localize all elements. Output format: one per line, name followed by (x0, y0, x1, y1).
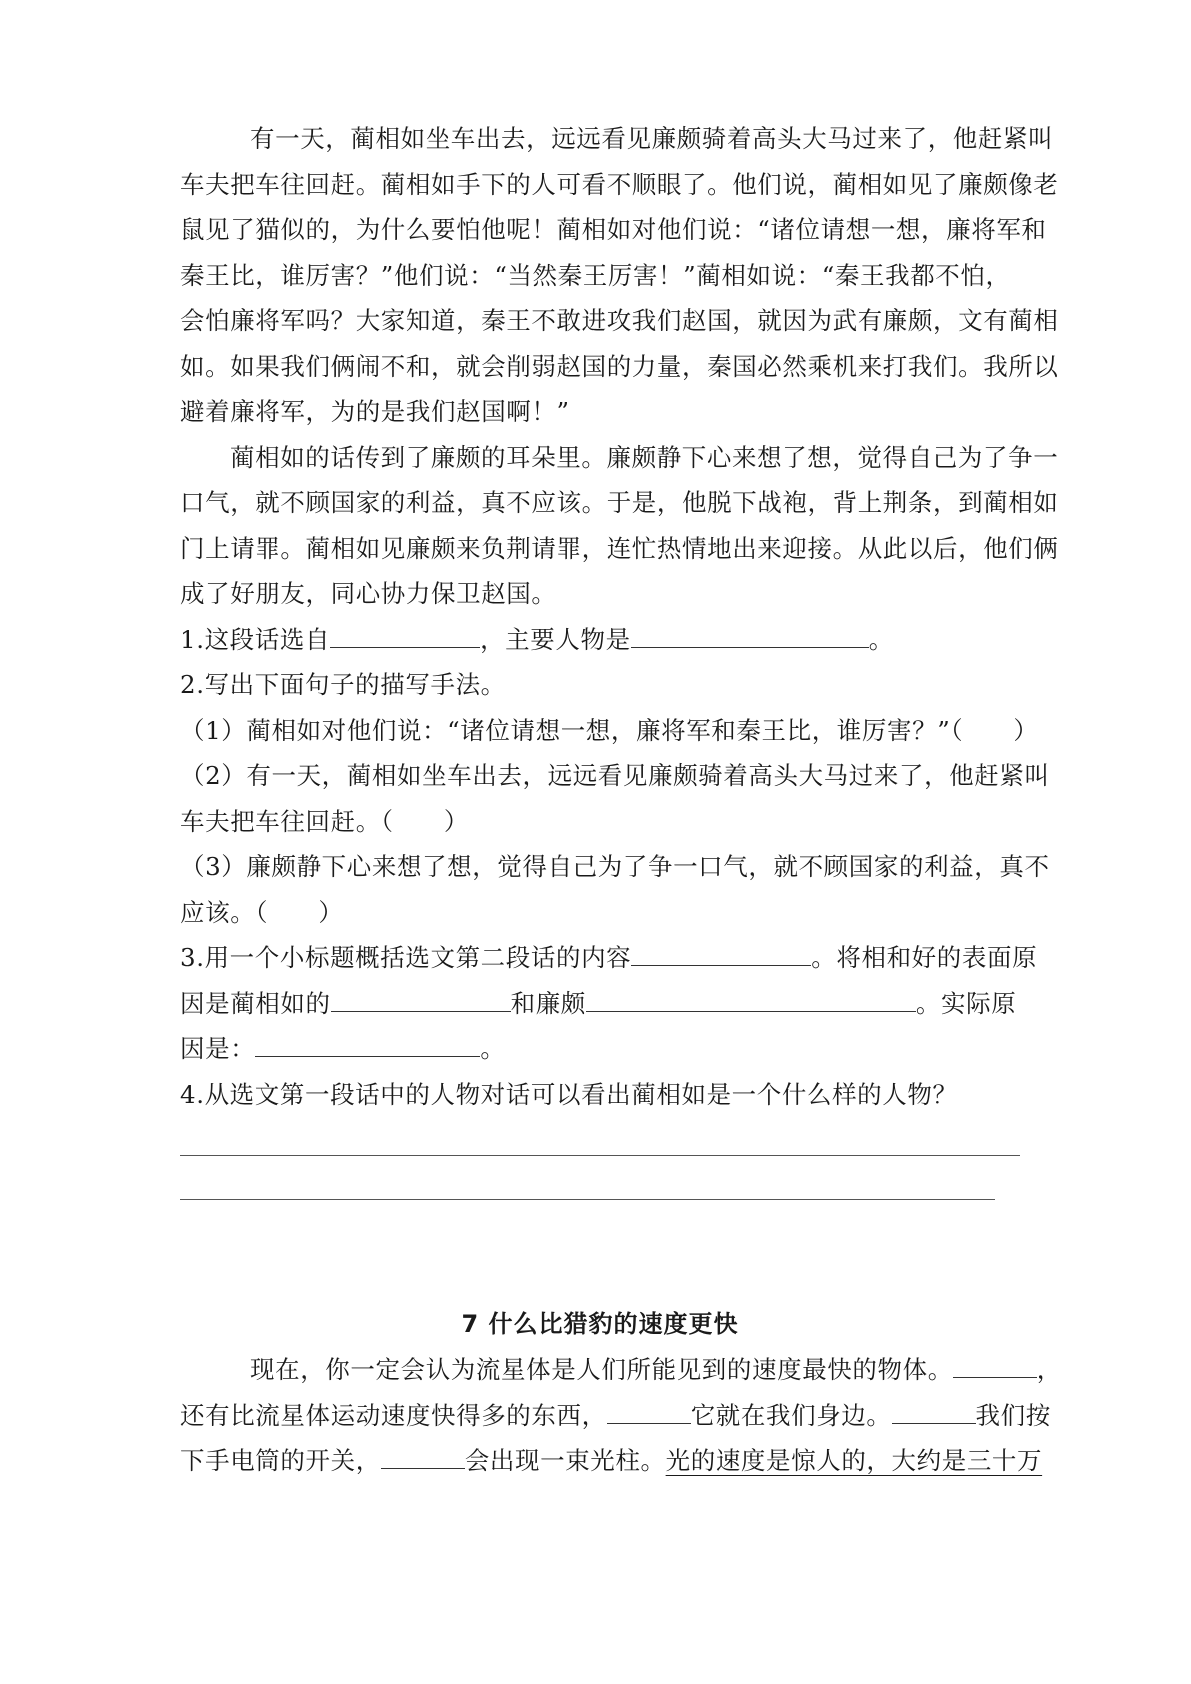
question-2: 2.写出下面句子的描写手法。 (180, 670, 506, 699)
question-text: 因是： (180, 1034, 256, 1063)
passage-text: 还有比流星体运动速度快得多的东西， (180, 1400, 607, 1430)
text-line: 车夫把车往回赶。蔺相如手下的人可看不顺眼了。他们说，蔺相如见了廉颇像老 (180, 169, 1059, 199)
text-line: 会怕廉将军吗？大家知道，秦王不敢进攻我们赵国，就因为武有廉颇，文有蔺相 (180, 306, 1059, 335)
passage-text: 会出现一束光柱。 (464, 1446, 666, 1475)
question-text: 。 (868, 624, 894, 654)
text-line: 门上请罪。蔺相如见廉颇来负荆请罪，连忙热情地出来迎接。从此以后，他们俩 (180, 533, 1059, 563)
fill-blank-2[interactable] (607, 1393, 691, 1424)
question-text: 因是蔺相如的 (180, 988, 331, 1018)
question-2-item-3-cont: 应该。（ ） (180, 897, 344, 927)
fill-blank-1[interactable] (953, 1347, 1037, 1378)
fill-blank-4[interactable] (381, 1438, 465, 1469)
question-2-item-2-cont: 车夫把车往回赶。（ ） (180, 806, 469, 836)
question-2-item-3: （3）廉颇静下心来想了想，觉得自己为了争一口气，就不顾国家的利益，真不 (180, 852, 1050, 881)
question-text: 1.这段话选自 (180, 624, 331, 654)
question-text: 。实际原 (915, 988, 1017, 1018)
question-text: ，主要人物是 (480, 624, 631, 654)
question-3-cont (180, 981, 1020, 1027)
section-title: 7 什么比猎豹的速度更快 (461, 1310, 739, 1338)
text-line: 避着廉将军，为的是我们赵国啊！” (180, 397, 570, 426)
answer-blank-subtitle[interactable] (631, 935, 811, 966)
question-2-item-2: （2）有一天，蔺相如坐车出去，远远看见廉颇骑着高头大马过来了，他赶紧叫 (180, 761, 1050, 790)
passage-text: 它就在我们身边。 (690, 1400, 892, 1430)
question-text: 和廉颇 (510, 988, 586, 1018)
section7-line-2 (180, 1393, 1051, 1439)
question-3-cont (180, 1026, 1020, 1072)
question-text: 。 (480, 1034, 506, 1063)
passage-text: ， (1036, 1355, 1062, 1384)
passage-text: 下手电筒的开关， (180, 1446, 381, 1475)
text-line: 成了好朋友，同心协力保卫赵国。 (180, 579, 557, 608)
underlined-sentence: 光的速度是惊人的，大约是三十万 (665, 1446, 1043, 1475)
answer-blank-actual-reason[interactable] (255, 1026, 480, 1057)
question-1 (180, 617, 1020, 663)
passage-text: 现在，你一定会认为流星体是人们所能见到的速度最快的物体。 (250, 1355, 953, 1384)
answer-blank-source[interactable] (330, 617, 480, 648)
content-area (180, 116, 1062, 1484)
answer-blank-lin-reason[interactable] (331, 981, 511, 1012)
text-line: 口气，就不顾国家的利益，真不应该。于是，他脱下战袍，背上荆条，到蔺相如 (180, 488, 1059, 517)
question-text: 。将相和好的表面原 (811, 943, 1038, 972)
fill-blank-3[interactable] (892, 1393, 976, 1424)
passage-text: 我们按 (975, 1400, 1051, 1430)
text-line: 秦王比，谁厉害？”他们说：“当然秦王厉害！”蔺相如说：“秦王我都不怕， (180, 260, 1011, 290)
text-line: 蔺相如的话传到了廉颇的耳朵里。廉颇静下心来想了想，觉得自己为了争一 (230, 442, 1059, 472)
passage-paragraph-2 (180, 435, 1059, 617)
passage-paragraph-1 (180, 116, 1059, 435)
question-4: 4.从选文第一段话中的人物对话可以看出蔺相如是一个什么样的人物？ (180, 1079, 958, 1109)
section7-line-3 (180, 1438, 1043, 1484)
text-line: 如。如果我们俩闹不和，就会削弱赵国的力量，秦国必然乘机来打我们。我所以 (180, 351, 1059, 381)
question-text: 3.用一个小标题概括选文第二段话的内容 (180, 943, 632, 972)
question-3 (180, 935, 1038, 981)
answer-blank-characters[interactable] (631, 617, 869, 648)
text-line: 鼠见了猫似的，为什么要怕他呢！蔺相如对他们说：“诸位请想一想，廉将军和 (180, 215, 1047, 244)
section7-line-1 (180, 1347, 1062, 1393)
answer-blank-lian-reason[interactable] (586, 981, 916, 1012)
question-2-item-1: （1）蔺相如对他们说：“诸位请想一想，廉将军和秦王比，谁厉害？”（ ） (180, 715, 1039, 745)
text-line: 有一天，蔺相如坐车出去，远远看见廉颇骑着高头大马过来了，他赶紧叫 (250, 124, 1054, 153)
